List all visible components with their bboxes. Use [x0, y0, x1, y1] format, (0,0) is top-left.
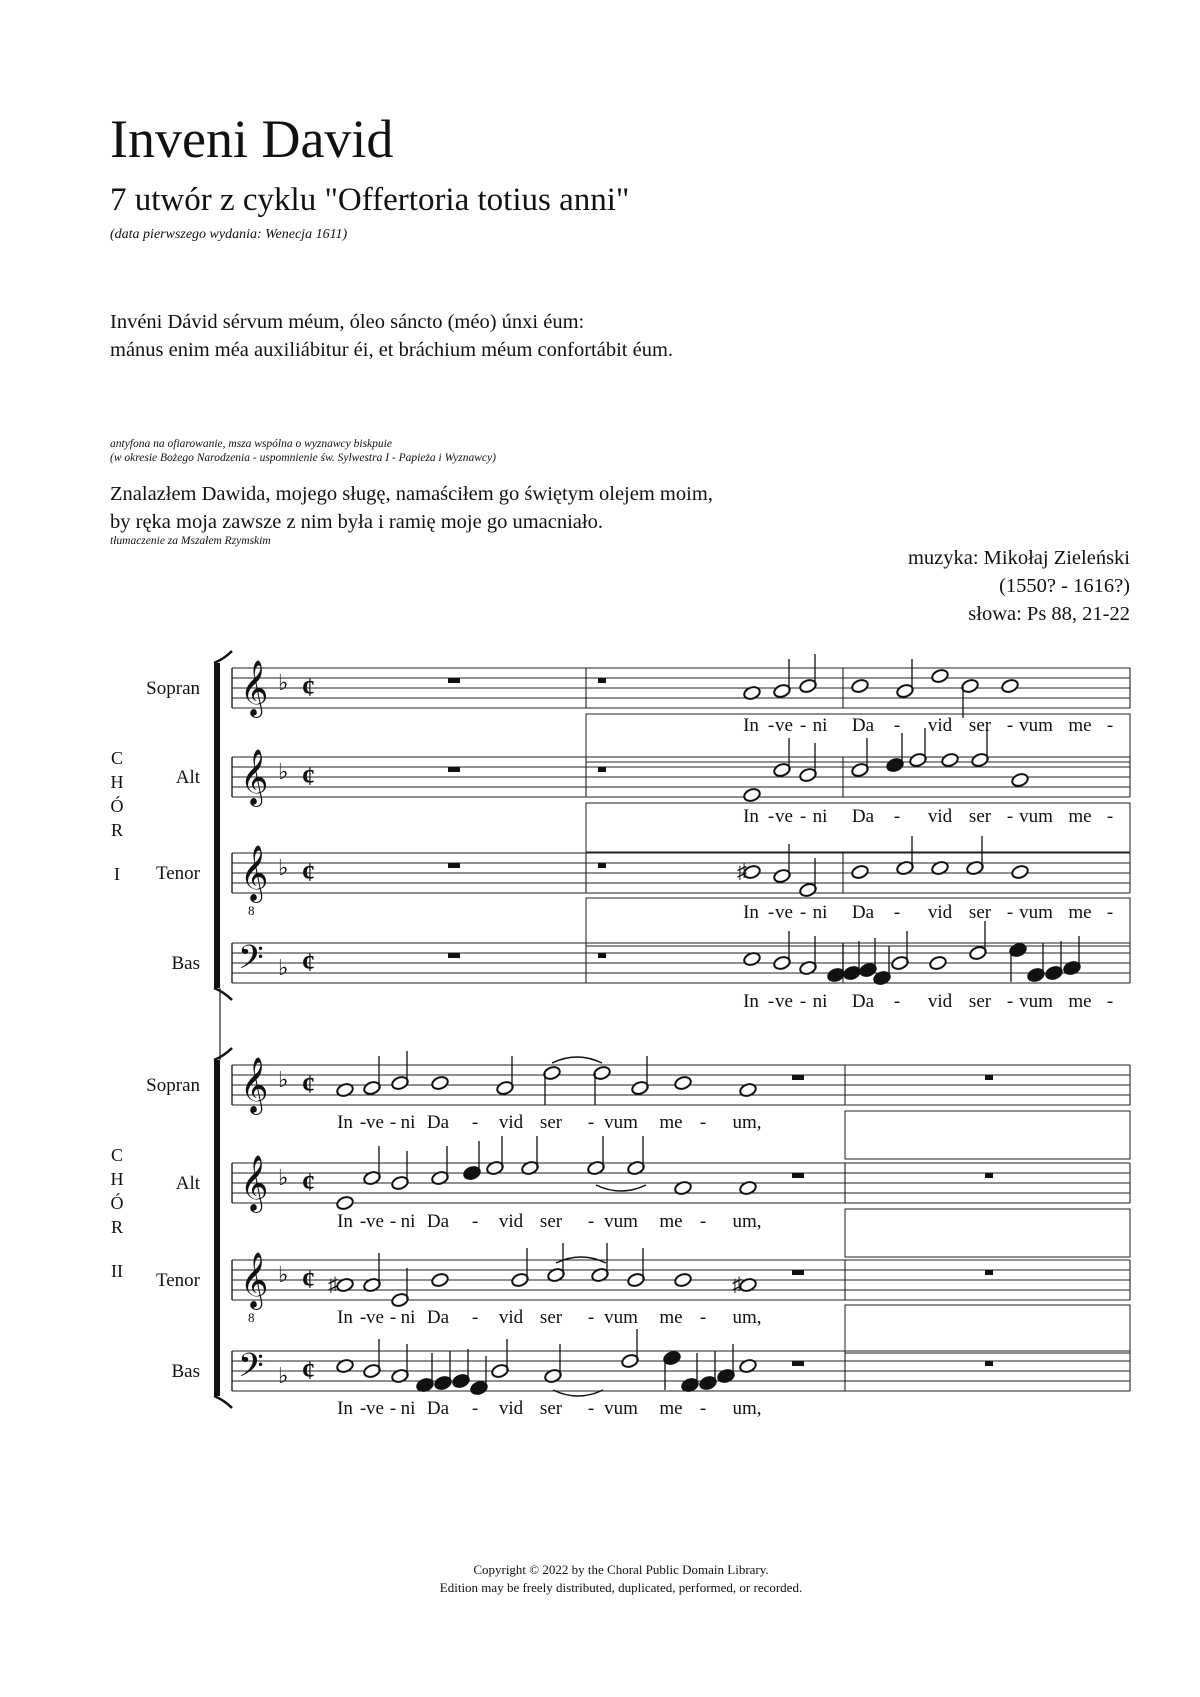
note-head-icon [1011, 772, 1030, 788]
lyric-syllable: vid [927, 902, 953, 923]
rest-icon [985, 1270, 993, 1275]
choir-letter: H [110, 1169, 124, 1189]
lyric-syllable: ve [366, 1112, 384, 1133]
lyric-syllable: - [1106, 991, 1114, 1012]
lyric-syllable: - [1106, 715, 1114, 736]
lyric-syllable: - [893, 806, 901, 827]
choir-letter: H [110, 772, 124, 792]
bracket-hook [214, 1048, 232, 1060]
flat-icon: ♭ [278, 1165, 289, 1190]
lyric-syllable: - [799, 715, 807, 736]
lyric-syllable: vum [1019, 715, 1053, 736]
treble-clef-icon: 𝄞 [240, 1059, 269, 1112]
liturgical-note-line: antyfona na ofiarowanie, msza wspólna o wyznawcy biskpuie [110, 438, 392, 450]
lyric-syllable: - [587, 1211, 595, 1232]
treble-clef-icon: 𝄞 [240, 1157, 269, 1210]
lyric-syllable: - [1106, 806, 1114, 827]
flat-icon: ♭ [278, 1363, 289, 1388]
lyric-syllable: In [337, 1398, 353, 1419]
rest-icon [792, 1075, 804, 1080]
lyric-syllable: - [359, 1112, 367, 1133]
lyric-syllable: Da [426, 1112, 450, 1133]
lyric-syllable: ve [366, 1307, 384, 1328]
lyric-syllable: - [389, 1307, 397, 1328]
lyric-syllable: ser [968, 806, 992, 827]
lyric-syllable: ni [400, 1398, 416, 1419]
lyric-syllable: In [743, 991, 759, 1012]
lyric-syllable: - [471, 1307, 479, 1328]
choir-number: II [111, 1261, 123, 1281]
tie-icon [552, 1057, 602, 1063]
flat-icon: ♭ [278, 670, 289, 695]
lyric-syllable: - [359, 1307, 367, 1328]
note-head-icon [743, 787, 762, 803]
lyric-syllable: ve [366, 1211, 384, 1232]
lyric-syllable: ve [775, 991, 793, 1012]
flat-icon: ♭ [278, 855, 289, 880]
lyric-syllable: Da [426, 1211, 450, 1232]
lyric-frame [845, 1111, 1130, 1159]
rest-icon [792, 1270, 804, 1275]
choir-number: I [114, 864, 120, 884]
lyric-syllable: me [659, 1307, 683, 1328]
lyric-syllable: vid [498, 1112, 524, 1133]
bracket-hook [214, 988, 232, 1000]
lyric-syllable: - [389, 1398, 397, 1419]
lyric-syllable: um, [732, 1211, 762, 1232]
octave-mark-icon: 8 [248, 1310, 255, 1325]
choir-letter: C [110, 1145, 124, 1165]
lyric-syllable: - [767, 902, 775, 923]
composer: muzyka: Mikołaj Zieleński [907, 547, 1130, 569]
note-head-icon [1011, 864, 1030, 880]
lyric-syllable: ni [812, 806, 828, 827]
lyric-syllable: In [337, 1211, 353, 1232]
lyric-syllable: - [359, 1398, 367, 1419]
lyric-syllable: - [389, 1112, 397, 1133]
lyric-syllable: ni [812, 902, 828, 923]
lyric-syllable: - [799, 991, 807, 1012]
lyric-syllable: In [337, 1307, 353, 1328]
lyric-syllable: - [699, 1307, 707, 1328]
text-source: słowa: Ps 88, 21-22 [968, 603, 1130, 625]
lyric-syllable: In [337, 1112, 353, 1133]
rest-icon [598, 953, 606, 958]
copyright-footer [0, 1561, 1200, 1597]
system-bracket [214, 663, 220, 988]
lyric-syllable: - [767, 991, 775, 1012]
rest-icon [985, 1361, 993, 1366]
voice-label: Alt [175, 1173, 200, 1194]
sharp-icon: ♯ [732, 1274, 742, 1296]
lyric-syllable: vid [927, 806, 953, 827]
lyric-syllable: me [1068, 806, 1092, 827]
lyric-syllable: ser [968, 991, 992, 1012]
lyric-syllable: vid [498, 1211, 524, 1232]
lyric-frame [845, 1209, 1130, 1257]
lyric-syllable: In [743, 902, 759, 923]
lyric-frame [845, 1305, 1130, 1353]
translation-source: tłumaczenie za Mszałem Rzymskim [110, 535, 271, 547]
note-head-icon [336, 1195, 355, 1211]
rest-icon [448, 953, 460, 958]
flat-icon: ♭ [278, 759, 289, 784]
treble-clef-icon: 𝄞 [240, 662, 269, 715]
cut-time-icon: ¢ [302, 1070, 315, 1099]
lyric-syllable: Da [426, 1307, 450, 1328]
treble-clef-icon: 𝄞 [240, 751, 269, 804]
bracket-hook [214, 1396, 232, 1408]
note-head-icon [941, 752, 960, 768]
note-head-icon [431, 1272, 450, 1288]
lyric-syllable: vid [498, 1307, 524, 1328]
lyric-syllable: ni [400, 1307, 416, 1328]
lyric-syllable: vid [498, 1398, 524, 1419]
system-bracket [214, 1060, 220, 1396]
treble-clef-icon: 𝄞 [240, 1254, 269, 1307]
page-subtitle: 7 utwór z cyklu "Offertoria totius anni" [110, 182, 630, 218]
latin-text-line: Invéni Dávid sérvum méum, óleo sáncto (méo) únxi éum: [110, 311, 585, 333]
rest-icon [448, 678, 460, 683]
lyric-syllable: - [767, 806, 775, 827]
flat-icon: ♭ [278, 1262, 289, 1287]
lyric-syllable: - [359, 1211, 367, 1232]
rest-icon [448, 863, 460, 868]
lyric-syllable: um, [732, 1307, 762, 1328]
choir-letter: R [110, 1217, 124, 1237]
lyric-syllable: me [659, 1398, 683, 1419]
lyric-syllable: - [471, 1398, 479, 1419]
rest-icon [985, 1173, 993, 1178]
lyric-syllable: Da [851, 902, 875, 923]
lyric-syllable: ve [775, 715, 793, 736]
sharp-icon: ♯ [328, 1274, 338, 1296]
lyric-syllable: ser [968, 715, 992, 736]
lyric-syllable: ser [539, 1211, 563, 1232]
cut-time-icon: ¢ [302, 1265, 315, 1294]
lyric-syllable: ser [968, 902, 992, 923]
lyric-syllable: vid [927, 991, 953, 1012]
page-title: Inveni David [110, 109, 394, 169]
translation-line: Znalazłem Dawida, mojego sługę, namaściłem go świętym olejem moim, [110, 483, 713, 505]
flat-icon: ♭ [278, 1067, 289, 1092]
voice-label: Sopran [146, 1075, 200, 1096]
note-head-icon [851, 678, 870, 694]
lyric-syllable: - [893, 991, 901, 1012]
lyric-syllable: me [1068, 991, 1092, 1012]
rest-icon [792, 1361, 804, 1366]
bass-clef-icon: 𝄢 [238, 1347, 264, 1392]
lyric-syllable: ve [775, 806, 793, 827]
lyric-syllable: ni [400, 1112, 416, 1133]
voice-label: Tenor [155, 1270, 200, 1291]
cut-time-icon: ¢ [302, 762, 315, 791]
lyric-syllable: - [587, 1398, 595, 1419]
choir-letter: Ó [110, 796, 124, 816]
rest-icon [598, 767, 606, 772]
lyric-syllable: vum [604, 1307, 638, 1328]
lyric-syllable: - [389, 1211, 397, 1232]
rest-icon [598, 863, 606, 868]
lyric-syllable: me [1068, 715, 1092, 736]
voice-label: Alt [175, 767, 200, 788]
lyric-syllable: - [699, 1398, 707, 1419]
lyric-syllable: - [1006, 715, 1014, 736]
lyric-syllable: vum [1019, 902, 1053, 923]
lyric-syllable: um, [732, 1112, 762, 1133]
choir-letter: C [110, 748, 124, 768]
lyric-syllable: vum [604, 1112, 638, 1133]
lyric-syllable: ni [400, 1211, 416, 1232]
lyric-syllable: - [1006, 991, 1014, 1012]
lyric-syllable: ni [812, 991, 828, 1012]
octave-mark-icon: 8 [248, 903, 255, 918]
lyric-syllable: - [799, 806, 807, 827]
lyric-syllable: Da [851, 806, 875, 827]
note-head-icon [931, 668, 950, 684]
lyric-syllable: um, [732, 1398, 762, 1419]
rest-icon [598, 678, 606, 683]
lyric-syllable: - [767, 715, 775, 736]
note-head-icon [1001, 678, 1020, 694]
note-head-icon [674, 1075, 693, 1091]
lyric-syllable: vid [927, 715, 953, 736]
lyric-syllable: - [799, 902, 807, 923]
lyric-syllable: - [1006, 902, 1014, 923]
lyric-syllable: me [659, 1112, 683, 1133]
rest-icon [985, 1075, 993, 1080]
voice-label: Bas [171, 953, 200, 974]
lyric-syllable: - [587, 1307, 595, 1328]
choir-letter: R [110, 820, 124, 840]
lyric-syllable: Da [851, 715, 875, 736]
voice-label: Tenor [155, 863, 200, 884]
edition-note: (data pierwszego wydania: Wenecja 1611) [110, 227, 348, 242]
cut-time-icon: ¢ [302, 1356, 315, 1385]
flat-icon: ♭ [278, 955, 289, 980]
lyric-syllable: In [743, 806, 759, 827]
copyright-line: Copyright © 2022 by the Choral Public Domain Library. [473, 1562, 769, 1577]
cut-time-icon: ¢ [302, 948, 315, 977]
lyric-syllable: - [893, 715, 901, 736]
note-head-icon [929, 955, 948, 971]
tie-icon [596, 1185, 646, 1191]
note-head-icon [851, 864, 870, 880]
bracket-hook [214, 651, 232, 663]
composer-dates: (1550? - 1616?) [999, 575, 1130, 597]
lyric-syllable: - [699, 1112, 707, 1133]
lyric-syllable: - [893, 902, 901, 923]
lyric-syllable: ve [775, 902, 793, 923]
lyric-syllable: vum [604, 1398, 638, 1419]
lyric-syllable: vum [1019, 806, 1053, 827]
note-head-icon [431, 1075, 450, 1091]
rest-icon [792, 1173, 804, 1178]
treble-clef-icon: 𝄞 [240, 847, 269, 900]
bass-clef-icon: 𝄢 [238, 939, 264, 984]
lyric-syllable: - [471, 1211, 479, 1232]
lyric-syllable: me [1068, 902, 1092, 923]
lyric-syllable: ser [539, 1307, 563, 1328]
voice-label: Sopran [146, 678, 200, 699]
note-head-icon [674, 1272, 693, 1288]
sharp-icon: ♯ [737, 861, 747, 883]
translation-line: by ręka moja zawsze z nim była i ramię moje go umacniało. [110, 511, 603, 533]
cut-time-icon: ¢ [302, 673, 315, 702]
liturgical-note-line: (w okresie Bożego Narodzenia - uspomnienie św. Sylwestra I - Papieża i Wyznawcy) [110, 452, 496, 464]
rest-icon [448, 767, 460, 772]
lyric-syllable: - [1006, 806, 1014, 827]
lyric-syllable: ser [539, 1112, 563, 1133]
choir-letter: Ó [110, 1193, 124, 1213]
lyric-syllable: Da [426, 1398, 450, 1419]
lyric-syllable: vum [604, 1211, 638, 1232]
license-line: Edition may be freely distributed, duplicated, performed, or recorded. [439, 1580, 803, 1595]
lyric-syllable: ve [366, 1398, 384, 1419]
voice-label: Bas [171, 1361, 200, 1382]
lyric-syllable: - [1106, 902, 1114, 923]
lyric-syllable: ni [812, 715, 828, 736]
lyric-syllable: ser [539, 1398, 563, 1419]
lyric-syllable: vum [1019, 991, 1053, 1012]
lyric-syllable: - [699, 1211, 707, 1232]
lyric-syllable: me [659, 1211, 683, 1232]
latin-text-line: mánus enim méa auxiliábitur éi, et bráchium méum confortábit éum. [110, 339, 674, 361]
lyric-syllable: In [743, 715, 759, 736]
cut-time-icon: ¢ [302, 858, 315, 887]
lyric-syllable: Da [851, 991, 875, 1012]
lyric-syllable: - [587, 1112, 595, 1133]
lyric-syllable: - [471, 1112, 479, 1133]
cut-time-icon: ¢ [302, 1168, 315, 1197]
